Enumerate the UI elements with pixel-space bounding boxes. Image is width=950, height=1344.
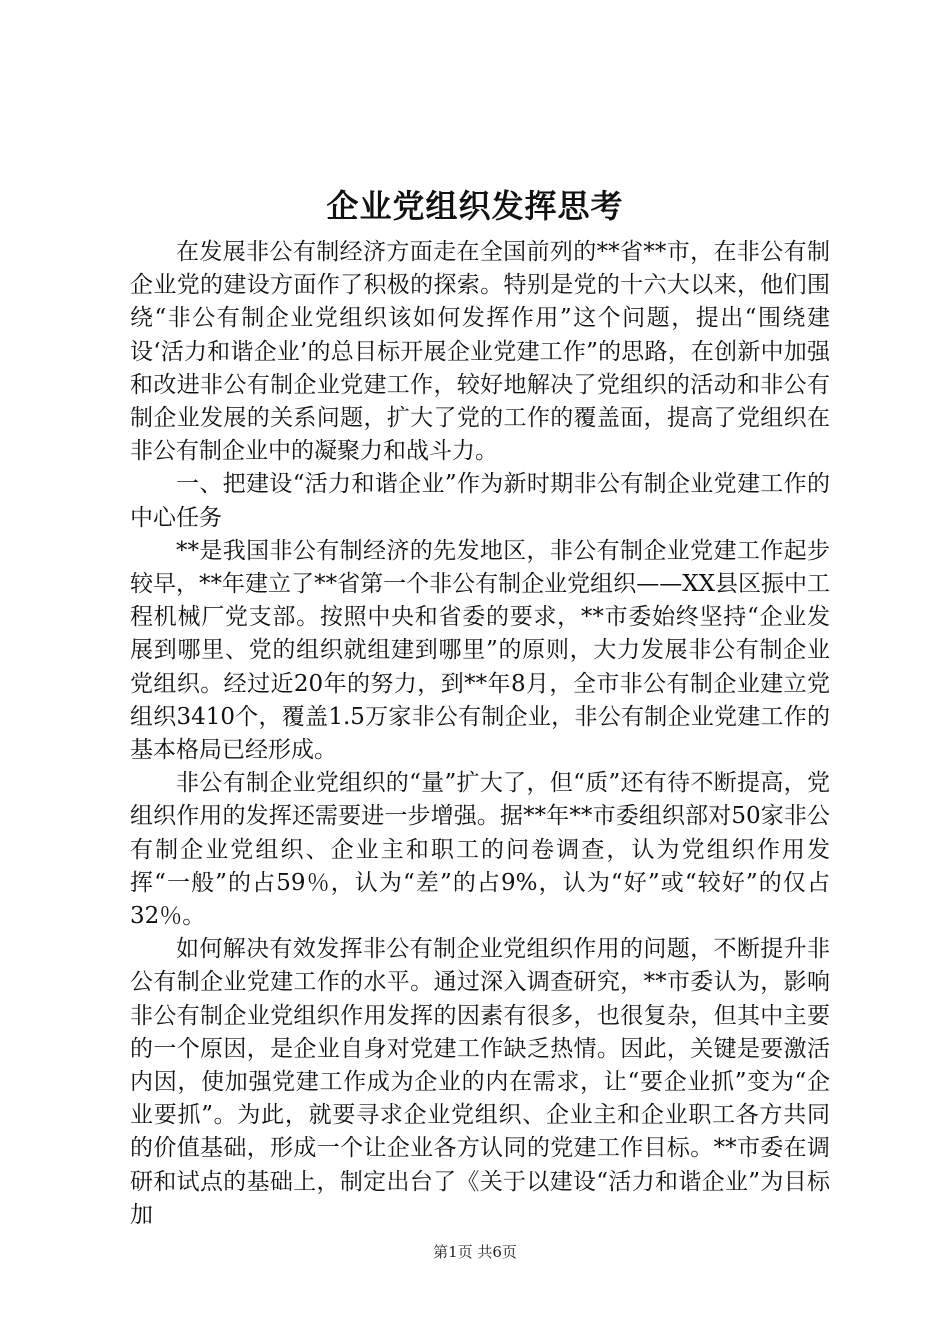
- paragraph-history: **是我国非公有制经济的先发地区，非公有制企业党建工作起步较早，**年建立了**省第一个非公有制企业党组织——XX县区振中工程机械厂党支部。按照中央和省委的要求，**市委始终坚持“企业发展到哪里、党的组织就组建到哪里”的原则，大力发展非公有制企业党组织。经过近20年的努力，到**年8月，全市非公有制企业建立党组织3410个，覆盖1.5万家非公有制企业，非公有制企业党建工作的基本格局已经形成。: [130, 537, 830, 764]
- document-body: [130, 236, 830, 1232]
- document-title: 企业党组织发挥思考: [326, 187, 624, 225]
- page-number: 第1页 共6页: [433, 1243, 517, 1261]
- section-heading-1: 一、把建设“活力和谐企业”作为新时期非公有制企业党建工作的中心任务: [130, 471, 830, 531]
- paragraph-intro: 在发展非公有制经济方面走在全国前列的**省**市，在非公有制企业党的建设方面作了积极的探索。特别是党的十六大以来，他们围绕“非公有制企业党组织该如何发挥作用”这个问题，提出“围绕建设‘活力和谐企业’的总目标开展企业党建工作”的思路，在创新中加强和改进非公有制企业党建工作，较好地解决了党组织的活动和非公有制企业发展的关系问题，扩大了党的工作的覆盖面，提高了党组织在非公有制企业中的凝聚力和战斗力。: [130, 239, 830, 465]
- paragraph-solution: 如何解决有效发挥非公有制企业党组织作用的问题，不断提升非公有制企业党建工作的水平。通过深入调查研究，**市委认为，影响非公有制企业党组织作用发挥的因素有很多，也很复杂，但其中主要的一个原因，是企业自身对党建工作缺乏热情。因此，关键是要激活内因，使加强党建工作成为企业的内在需求，让“要企业抓”变为“企业要抓”。为此，就要寻求企业党组织、企业主和企业职工各方共同的价值基础，形成一个让企业各方认同的党建工作目标。**市委在调研和试点的基础上，制定出台了《关于以建设“活力和谐企业”为目标加: [130, 936, 830, 1228]
- paragraph-survey: 非公有制企业党组织的“量”扩大了，但“质”还有待不断提高，党组织作用的发挥还需要进一步增强。据**年**市委组织部对50家非公有制企业党组织、企业主和职工的问卷调查，认为党组织作用发挥“一般”的占59％，认为“差”的占9%，认为“好”或“较好”的仅占32％。: [130, 770, 830, 930]
